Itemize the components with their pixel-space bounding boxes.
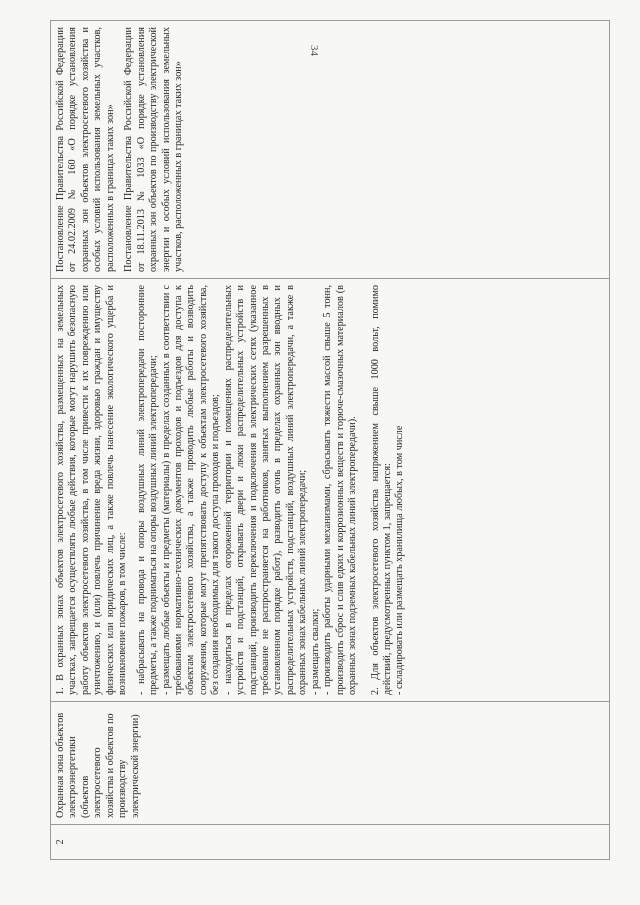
row-number: 2	[51, 825, 610, 860]
rotated-table-container	[50, 20, 610, 860]
rule-item: - складировать или размещать хранилища любых, в том числе	[394, 425, 406, 695]
page-number: 34	[308, 45, 320, 56]
legal-act: Постановление Правительства Российской Федерации от 24.02.2009 № 160 «О порядке установления охранных зон объектов электросетевого хозяйства и особых условий использования земельных участков, расположенных в границах таких зон»	[55, 27, 116, 272]
rule-item: - набрасывать на провода и опоры воздушных линий электропередачи посторонние предметы, а также подниматься на опоры воздушных линий электропередачи;	[135, 285, 160, 695]
rule-paragraph: 2. Для объектов электросетевого хозяйства напряжением свыше 1000 вольт, помимо действий, предусмотренных пунктом 1, запрещается:	[369, 285, 393, 695]
rule-item: - размещать любые объекты и предметы (материалы) в пределах созданных в соответствии с требованиями нормативно-технических документов проходов и подъездов для доступа к объектам электросетевого хозяйства, а также проводить любые работы и возводить сооружения, которые могут препятствовать доступу к объектам электросетевого хозяйства, без создания необходимых для такого доступа проходов и подъездов;	[160, 285, 222, 695]
rule-item: - находиться в пределах огороженной территории и помещениях распределительных устройств и подстанций, открывать двери и люки распределительных устройств и подстанций, производить переключения и подключения в электрических сетях (указанное требование не распространяется на работников, занятых выполнением разрешенных в установленном порядке работ), разводить огонь в пределах охранных зон вводных и распределительных устройств, подстанций, воздушных линий электропередачи, а также в охранных зонах кабельных линий электропередачи;	[222, 285, 309, 695]
legal-acts-cell	[51, 21, 610, 279]
restrictions-cell	[51, 279, 610, 702]
rule-item: - производить работы ударными механизмами, сбрасывать тяжести массой свыше 5 тонн, производить сброс и слив едких и коррозионных веществ и горюче-смазочных материалов (в охранных зонах подземных кабельных линий электропередачи).	[322, 285, 359, 695]
rule-paragraph: 1. В охранных зонах объектов электросетевого хозяйства, размещенных на земельных участках, запрещается осуществлять любые действия, которые могут нарушить безопасную работу объектов электросетевого хозяйства, в том числе привести к их повреждению или уничтожению, и (или) повлечь причинение вреда жизни, здоровью граждан и имуществу физических или юридических лиц, а также повлечь нанесение экологического ущерба и возникновение пожаров, в том числе:	[55, 285, 129, 695]
rule-item: - размещать свалки;	[309, 608, 321, 695]
table-row	[51, 21, 610, 860]
legal-act: Постановление Правительства Российской Федерации от 18.11.2013 № 1033 «О порядке установления охранных зон объектов по производству электрической энергии и особых условий использования земельных участков, расположенных в границах таких зон»	[123, 27, 184, 272]
regulations-table	[50, 20, 610, 860]
zone-name-cell: Охранная зона объектов электроэнергетики (объектов электросетевого хозяйства и объектов по производству электрической энергии)	[51, 702, 610, 825]
